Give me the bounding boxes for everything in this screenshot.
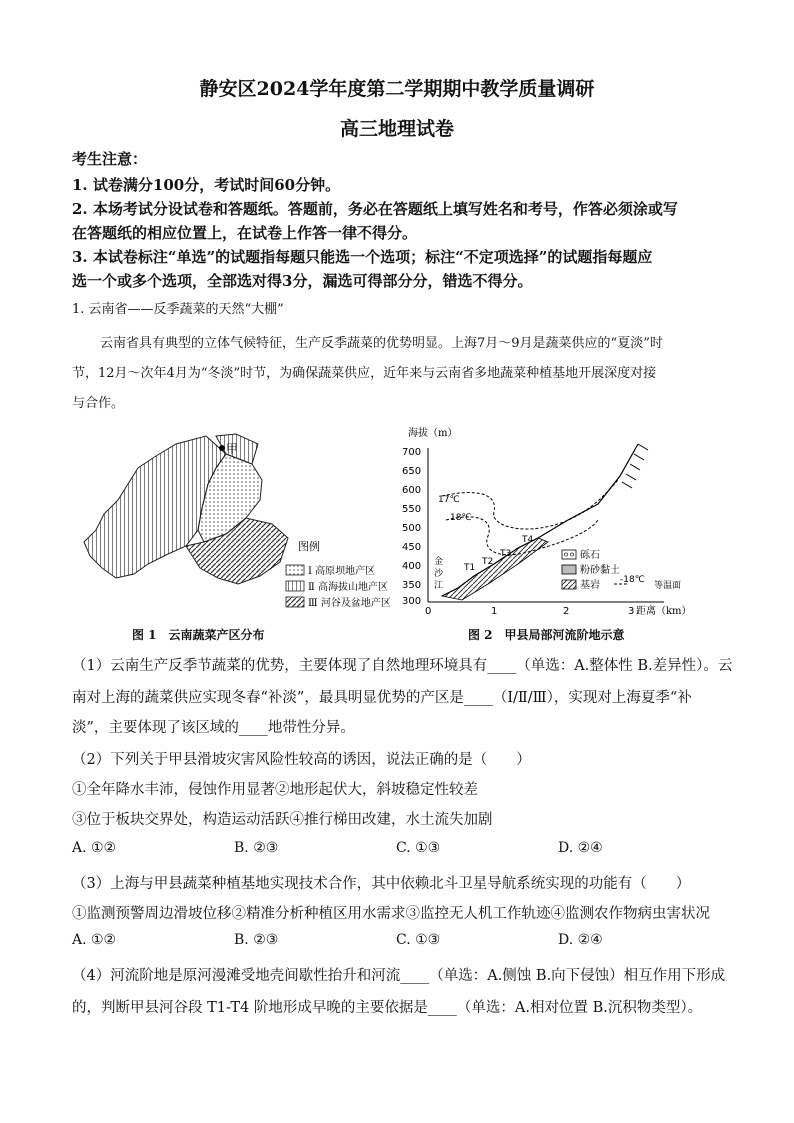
- x-axis-label: 距离（km）: [636, 606, 692, 617]
- legend-item: Ⅲ 河谷及盆地产区: [308, 598, 391, 609]
- y-axis-label: 海拔（m）: [408, 428, 458, 439]
- intro-line: 云南省具有典型的立体气候特征，生产反季蔬菜的优势明显。上海7月～9月是蔬菜供应的“夏淡”时: [100, 336, 663, 351]
- x-tick: 0: [425, 606, 432, 617]
- location-point: [219, 445, 225, 451]
- point-label: 甲: [226, 442, 239, 456]
- y-tick: 450: [402, 542, 422, 553]
- river-label: 江: [434, 581, 444, 591]
- terrace-label: T4: [522, 535, 534, 545]
- isotherm-label: 18℃: [450, 513, 472, 523]
- y-tick: 700: [402, 447, 422, 458]
- legend-title: 图例: [298, 540, 320, 553]
- figure2-caption: 图 2 甲县局部河流阶地示意: [468, 628, 625, 642]
- y-tick: 350: [402, 580, 422, 591]
- option-c[interactable]: C. ①③: [396, 840, 441, 856]
- question-line: （1）云南生产反季节蔬菜的优势，主要体现了自然地理环境具有____（单选：A.整体性 B.差异性）。云: [72, 658, 733, 674]
- legend-item: Ⅰ 高原坝地产区: [308, 566, 376, 577]
- river-label: 金: [434, 557, 444, 567]
- terrace-label: T3: [500, 549, 512, 559]
- figure1-map: [76, 428, 416, 628]
- x-tick: 3: [628, 606, 635, 617]
- question-item: ③位于板块交界处，构造运动活跃④推行梯田改建，水土流失加剧: [72, 812, 493, 828]
- figure2-profile: [398, 424, 698, 624]
- bedrock-layer: [442, 538, 548, 600]
- option-a[interactable]: A. ①②: [72, 932, 117, 948]
- option-c[interactable]: C. ①③: [396, 932, 441, 948]
- river-label: 沙: [434, 569, 444, 579]
- question-line: （4）河流阶地是原河漫滩受地壳间歇性抬升和河流____（单选：A.侧蚀 B.向下侵蚀）相互作用下形成: [72, 968, 726, 984]
- isotherm-legend-label: -18℃: [620, 575, 645, 585]
- y-tick: 550: [402, 504, 422, 515]
- option-a[interactable]: A. ①②: [72, 840, 117, 856]
- legend-swatch: [286, 565, 304, 575]
- exam-subtitle: 高三地理试卷: [339, 118, 454, 140]
- question-line: 的，判断甲县河谷段 T1-T4 阶地形成早晚的主要依据是____（单选：A.相对位置 B.沉积物类型）。: [72, 1000, 703, 1016]
- figure1-caption: 图 1 云南蔬菜产区分布: [132, 628, 265, 642]
- question-line: 南对上海的蔬菜供应实现冬春“补淡”，最具明显优势的产区是____（Ⅰ/Ⅱ/Ⅲ），实现对上海夏季“补: [72, 690, 692, 706]
- question-line: 淡”，主要体现了该区域的____地带性分异。: [72, 720, 355, 736]
- x-tick: 2: [563, 606, 570, 617]
- legend-item: 粉砂黏土: [580, 565, 620, 576]
- option-d[interactable]: D. ②④: [558, 932, 603, 948]
- y-tick: 300: [402, 596, 422, 607]
- legend-item: 砾石: [580, 550, 600, 561]
- y-tick: 650: [402, 466, 422, 477]
- exam-title: 静安区2024学年度第二学期期中教学质量调研: [199, 78, 595, 100]
- isotherm-label: 17℃: [438, 495, 460, 505]
- intro-line: 与合作。: [72, 396, 125, 411]
- notice-heading: 考生注意：: [72, 150, 148, 168]
- section-heading: 1. 云南省——反季蔬菜的天然“大棚”: [72, 302, 284, 317]
- option-d[interactable]: D. ②④: [558, 840, 603, 856]
- terrace-label: T1: [464, 563, 476, 573]
- question-stem: （3）上海与甲县蔬菜种植基地实现技术合作，其中依赖北斗卫星导航系统实现的功能有（ ）: [72, 876, 691, 892]
- question-stem: （2）下列关于甲县滑坡灾害风险性较高的诱因，说法正确的是（ ）: [72, 752, 531, 768]
- legend-item: 基岩: [580, 580, 600, 591]
- question-item: ①监测预警周边滑坡位移②精准分析种植区用水需求③监控无人机工作轨迹④监测农作物病虫害状况: [72, 906, 710, 922]
- y-tick: 500: [402, 523, 422, 534]
- question-item: ①全年降水丰沛，侵蚀作用显著②地形起伏大，斜坡稳定性较差: [72, 782, 478, 798]
- legend-swatch: [286, 581, 304, 591]
- notice-line: 在答题纸的相应位置上，在试卷上作答一律不得分。: [72, 224, 418, 242]
- legend-swatch: [562, 580, 576, 589]
- x-tick: 1: [491, 606, 498, 617]
- notice-line: 选一个或多个选项，全部选对得3分，漏选可得部分分，错选不得分。: [72, 272, 533, 290]
- legend-swatch: [286, 597, 304, 607]
- intro-line: 节，12月～次年4月为“冬淡”时节，为确保蔬菜供应，近年来与云南省多地蔬菜种植基地开展深度对接: [72, 366, 657, 381]
- legend-swatch: [562, 550, 576, 559]
- y-tick: 600: [402, 485, 422, 496]
- option-b[interactable]: B. ②③: [234, 840, 279, 856]
- notice-line: 3. 本试卷标注“单选”的试题指每题只能选一个选项；标注“不定项选择”的试题指每题应: [72, 248, 653, 266]
- legend-swatch: [562, 565, 576, 574]
- notice-line: 2. 本场考试分设试卷和答题纸。答题前，务必在答题纸上填写姓名和考号，作答必须涂或写: [72, 200, 678, 218]
- y-tick: 400: [402, 561, 422, 572]
- option-b[interactable]: B. ②③: [234, 932, 279, 948]
- isotherm-legend-text: 等温面: [654, 581, 682, 591]
- terrace-label: T2: [482, 557, 494, 567]
- notice-line: 1. 试卷满分100分，考试时间60分钟。: [72, 176, 341, 194]
- legend-item: Ⅱ 高海拔山地产区: [308, 582, 388, 593]
